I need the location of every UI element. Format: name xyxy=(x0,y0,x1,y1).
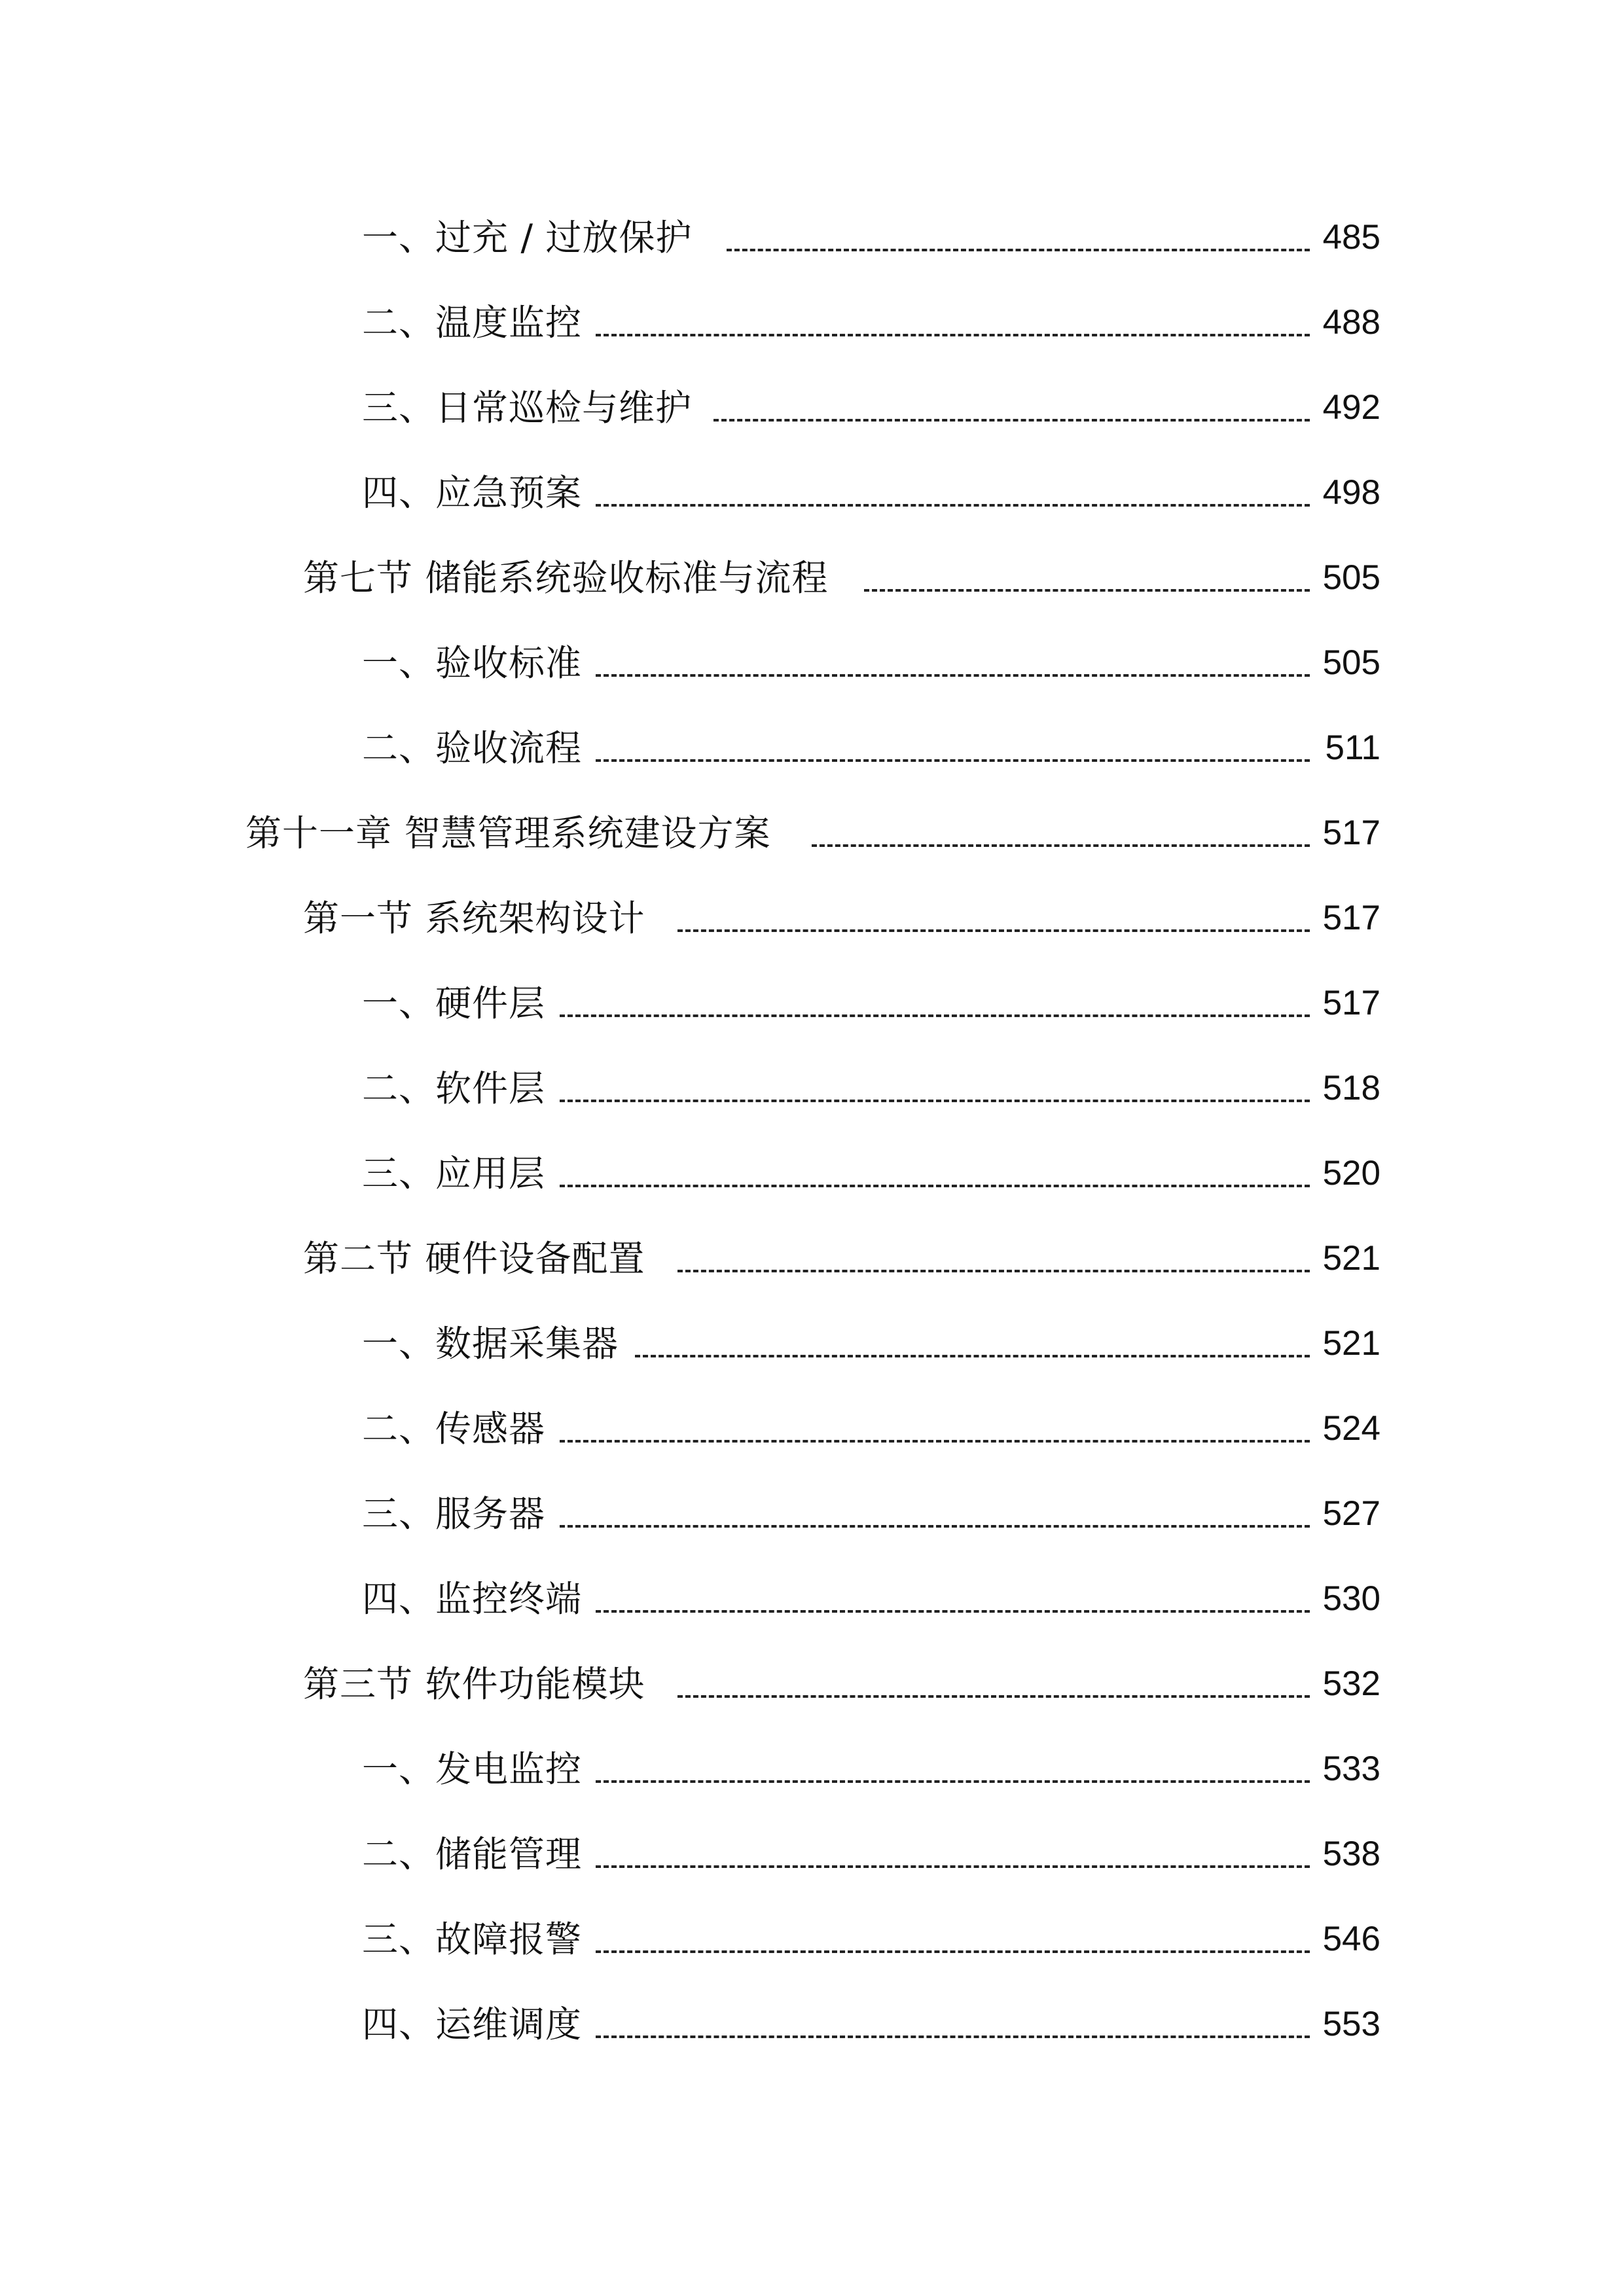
dot-leader xyxy=(560,1014,1310,1017)
dot-leader xyxy=(713,419,1310,422)
toc-entry[interactable] xyxy=(0,1062,1624,1121)
toc-entry-title: 一、硬件层 xyxy=(362,982,546,1024)
toc-entry-title: 四、监控终端 xyxy=(362,1578,583,1620)
toc-entry[interactable] xyxy=(0,1998,1624,2056)
toc-entry-title: 一、数据采集器 xyxy=(362,1323,619,1365)
dot-leader xyxy=(864,589,1310,592)
toc-entry-title: 二、验收流程 xyxy=(362,727,583,769)
toc-entry-page: 553 xyxy=(1322,2005,1380,2043)
toc-entry-page: 498 xyxy=(1322,473,1380,512)
toc-entry-page: 505 xyxy=(1322,558,1380,597)
toc-entry[interactable] xyxy=(0,296,1624,355)
toc-entry-title: 四、运维调度 xyxy=(362,2003,583,2045)
dot-leader xyxy=(596,759,1310,762)
toc-entry-page: 511 xyxy=(1325,728,1380,767)
toc-entry-page: 521 xyxy=(1322,1324,1380,1363)
dot-leader xyxy=(635,1355,1310,1357)
toc-entry-title: 第一节 系统架构设计 xyxy=(303,897,645,939)
toc-entry-title: 二、传感器 xyxy=(362,1408,546,1450)
toc-entry[interactable] xyxy=(0,1232,1624,1291)
dot-leader xyxy=(596,1950,1310,1953)
toc-entry-title: 二、温度监控 xyxy=(362,302,583,344)
toc-entry-title: 四、应急预案 xyxy=(362,472,583,514)
toc-entry-page: 488 xyxy=(1322,303,1380,342)
toc-entry[interactable] xyxy=(0,636,1624,695)
toc-entry-title: 二、软件层 xyxy=(362,1067,546,1109)
dot-leader xyxy=(596,2036,1310,2038)
toc-entry-page: 485 xyxy=(1322,218,1380,257)
dot-leader xyxy=(596,1610,1310,1613)
dot-leader xyxy=(596,1780,1310,1783)
dot-leader xyxy=(727,249,1310,251)
toc-entry-page: 546 xyxy=(1322,1920,1380,1958)
toc-entry-title: 三、应用层 xyxy=(362,1153,546,1194)
toc-entry-title: 三、日常巡检与维护 xyxy=(362,387,693,429)
toc-entry-title: 二、储能管理 xyxy=(362,1833,583,1875)
toc-entry[interactable] xyxy=(0,1487,1624,1546)
toc-entry-page: 521 xyxy=(1322,1239,1380,1278)
toc-entry[interactable] xyxy=(0,211,1624,270)
toc-entry[interactable] xyxy=(0,721,1624,780)
toc-entry-page: 520 xyxy=(1322,1154,1380,1193)
dot-leader xyxy=(596,674,1310,677)
toc-entry-title: 一、过充 / 过放保护 xyxy=(362,217,693,259)
toc-entry[interactable] xyxy=(0,1402,1624,1461)
toc-entry-page: 527 xyxy=(1322,1494,1380,1533)
toc-entry[interactable] xyxy=(0,806,1624,865)
toc-entry-title: 三、服务器 xyxy=(362,1493,546,1535)
toc-entry-page: 492 xyxy=(1322,388,1380,427)
toc-entry[interactable] xyxy=(0,1912,1624,1971)
toc-entry-title: 第十一章 智慧管理系统建设方案 xyxy=(245,812,771,854)
dot-leader xyxy=(560,1185,1310,1187)
dot-leader xyxy=(677,929,1310,932)
toc-entry-page: 532 xyxy=(1322,1664,1380,1703)
dot-leader xyxy=(596,334,1310,336)
dot-leader xyxy=(677,1695,1310,1698)
toc-entry-title: 第七节 储能系统验收标准与流程 xyxy=(303,557,829,599)
toc-entry[interactable] xyxy=(0,1572,1624,1631)
toc-entry-page: 533 xyxy=(1322,1749,1380,1788)
toc-entry-page: 517 xyxy=(1322,899,1380,937)
toc-entry[interactable] xyxy=(0,891,1624,950)
toc-entry-title: 三、故障报警 xyxy=(362,1918,583,1960)
dot-leader xyxy=(560,1440,1310,1443)
dot-leader xyxy=(560,1525,1310,1528)
toc-entry-page: 538 xyxy=(1322,1835,1380,1873)
dot-leader xyxy=(596,1865,1310,1868)
toc-entry[interactable] xyxy=(0,381,1624,440)
dot-leader xyxy=(812,844,1310,847)
toc-entry-page: 517 xyxy=(1322,984,1380,1022)
toc-entry-page: 505 xyxy=(1322,643,1380,682)
toc-entry[interactable] xyxy=(0,466,1624,525)
toc-entry-title: 第三节 软件功能模块 xyxy=(303,1663,645,1705)
toc-entry[interactable] xyxy=(0,1317,1624,1376)
dot-leader xyxy=(677,1270,1310,1272)
toc-entry-page: 518 xyxy=(1322,1069,1380,1107)
toc-entry-title: 一、发电监控 xyxy=(362,1748,583,1790)
dot-leader xyxy=(560,1100,1310,1102)
toc-entry-title: 第二节 硬件设备配置 xyxy=(303,1238,645,1280)
toc-entry[interactable] xyxy=(0,1742,1624,1801)
toc-entry[interactable] xyxy=(0,1827,1624,1886)
toc-entry[interactable] xyxy=(0,1657,1624,1716)
toc-entry-title: 一、验收标准 xyxy=(362,642,583,684)
toc-entry[interactable] xyxy=(0,551,1624,610)
dot-leader xyxy=(596,504,1310,507)
toc-entry-page: 530 xyxy=(1322,1579,1380,1618)
toc-entry-page: 524 xyxy=(1322,1409,1380,1448)
toc-entry-page: 517 xyxy=(1322,814,1380,852)
toc-entry[interactable] xyxy=(0,1147,1624,1206)
toc-entry[interactable] xyxy=(0,977,1624,1035)
